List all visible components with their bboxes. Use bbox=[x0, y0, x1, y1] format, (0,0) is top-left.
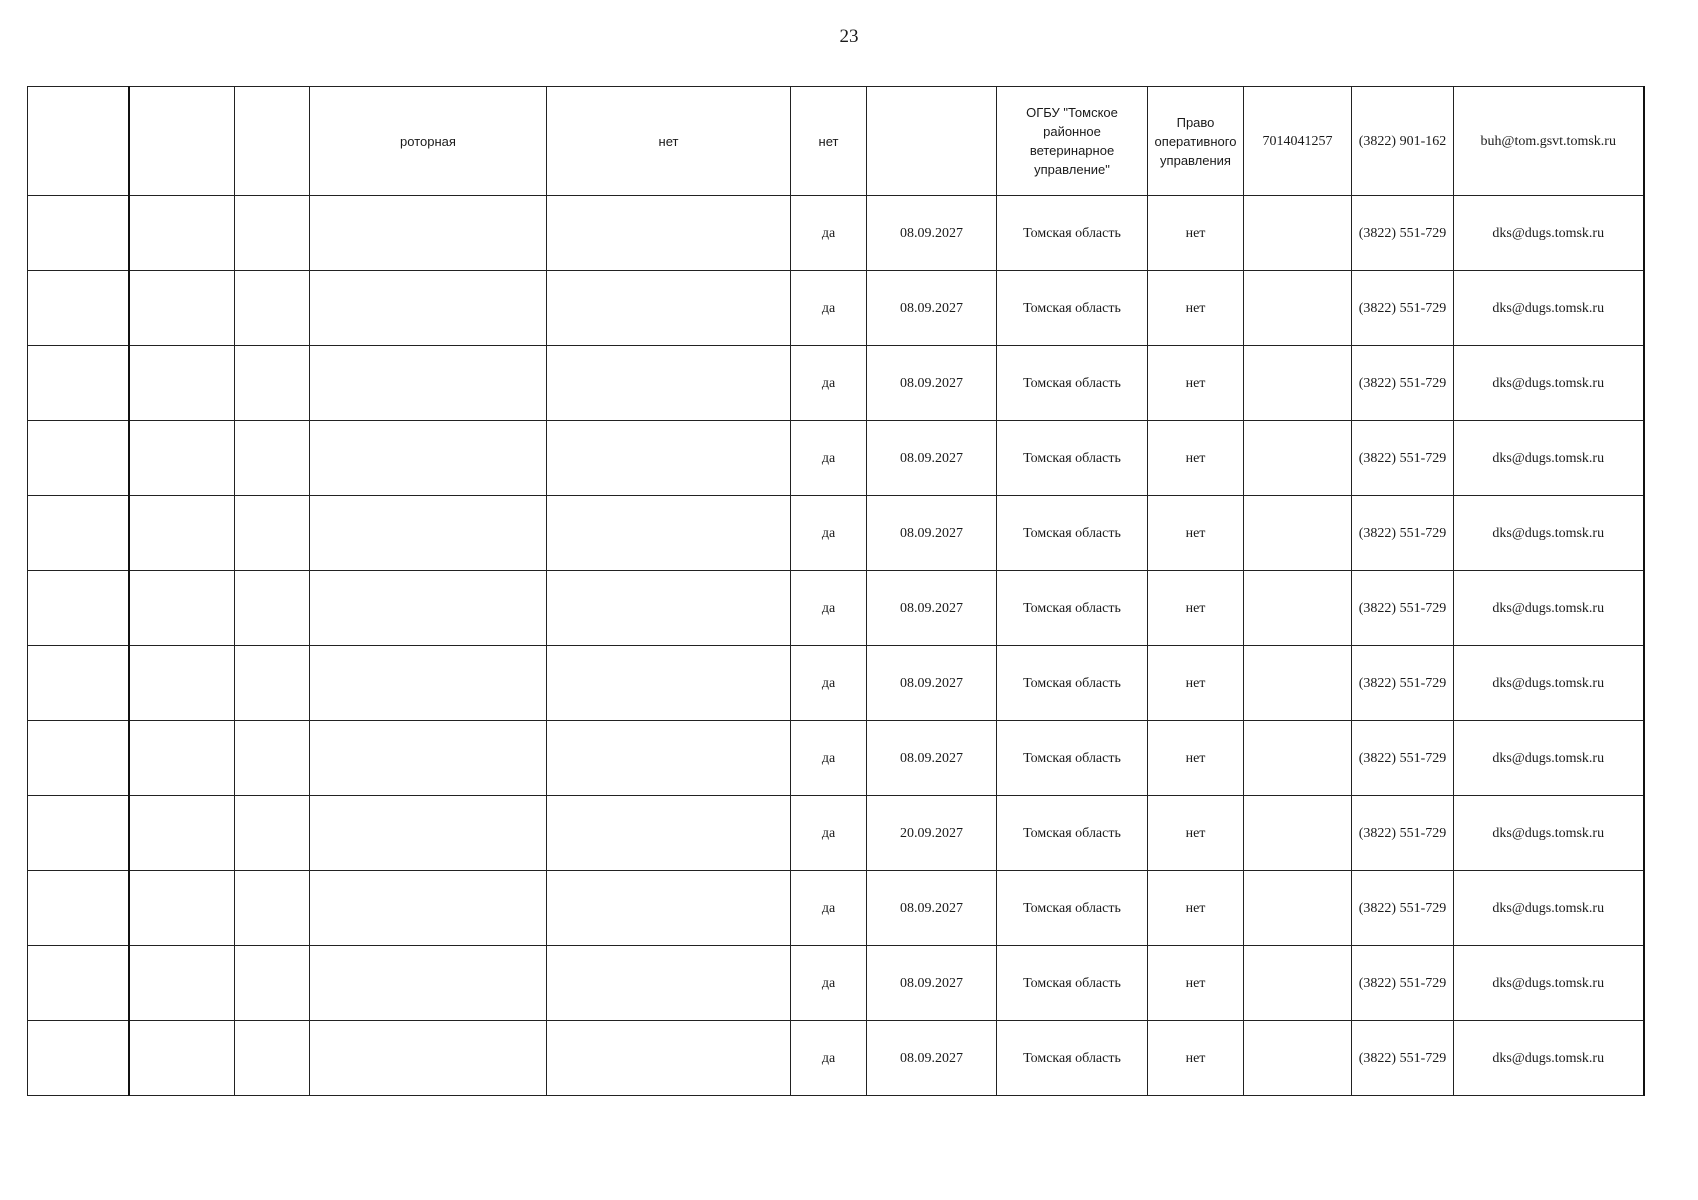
table-cell: Томская область bbox=[997, 946, 1148, 1021]
table-cell: 08.09.2027 bbox=[867, 1021, 997, 1096]
table-row bbox=[28, 721, 1644, 796]
table-cell: 08.09.2027 bbox=[867, 421, 997, 496]
table-cell: Томская область bbox=[997, 571, 1148, 646]
table-cell bbox=[547, 571, 791, 646]
table-cell: dks@dugs.tomsk.ru bbox=[1454, 196, 1644, 271]
table-cell bbox=[28, 871, 129, 946]
table-cell bbox=[547, 496, 791, 571]
table-cell: Томская область bbox=[997, 196, 1148, 271]
table-cell: 08.09.2027 bbox=[867, 496, 997, 571]
table-cell bbox=[310, 946, 547, 1021]
table-cell: (3822) 551-729 bbox=[1352, 946, 1454, 1021]
table-cell bbox=[1244, 496, 1352, 571]
table-cell: да bbox=[791, 796, 867, 871]
table-cell bbox=[310, 421, 547, 496]
table-cell: (3822) 551-729 bbox=[1352, 346, 1454, 421]
table-cell: 08.09.2027 bbox=[867, 196, 997, 271]
table-row bbox=[28, 571, 1644, 646]
table-cell: dks@dugs.tomsk.ru bbox=[1454, 271, 1644, 346]
table-cell bbox=[129, 946, 235, 1021]
table-cell: Томская область bbox=[997, 496, 1148, 571]
table-cell bbox=[129, 421, 235, 496]
table-cell bbox=[867, 87, 997, 196]
table-cell bbox=[129, 796, 235, 871]
table-row bbox=[28, 946, 1644, 1021]
table-cell: (3822) 551-729 bbox=[1352, 796, 1454, 871]
page-number: 23 bbox=[839, 26, 859, 47]
table-cell: 08.09.2027 bbox=[867, 346, 997, 421]
table-cell bbox=[1244, 871, 1352, 946]
table-cell: нет bbox=[791, 87, 867, 196]
table-row bbox=[28, 1021, 1644, 1096]
table-cell bbox=[1244, 796, 1352, 871]
table-cell bbox=[1244, 421, 1352, 496]
table-cell bbox=[310, 646, 547, 721]
table-cell bbox=[129, 196, 235, 271]
table-cell: нет bbox=[1148, 571, 1244, 646]
table-cell bbox=[1244, 646, 1352, 721]
table-cell: нет bbox=[1148, 721, 1244, 796]
table-cell bbox=[235, 871, 310, 946]
table-cell bbox=[547, 946, 791, 1021]
table-cell bbox=[235, 946, 310, 1021]
table-cell: нет bbox=[1148, 946, 1244, 1021]
table-cell: нет bbox=[1148, 271, 1244, 346]
table-cell: dks@dugs.tomsk.ru bbox=[1454, 796, 1644, 871]
table-cell: (3822) 551-729 bbox=[1352, 571, 1454, 646]
table-cell bbox=[235, 1021, 310, 1096]
table-cell: да bbox=[791, 946, 867, 1021]
table-cell: (3822) 551-729 bbox=[1352, 871, 1454, 946]
table-cell bbox=[1244, 571, 1352, 646]
table-cell bbox=[129, 346, 235, 421]
table-cell bbox=[28, 646, 129, 721]
table-cell bbox=[129, 1021, 235, 1096]
table-row bbox=[28, 271, 1644, 346]
table-cell bbox=[129, 571, 235, 646]
table-cell: buh@tom.gsvt.tomsk.ru bbox=[1454, 87, 1644, 196]
table-cell: Томская область bbox=[997, 646, 1148, 721]
table-cell: 08.09.2027 bbox=[867, 871, 997, 946]
table-cell: да bbox=[791, 721, 867, 796]
table-cell bbox=[28, 571, 129, 646]
table-cell: dks@dugs.tomsk.ru bbox=[1454, 871, 1644, 946]
table-cell: dks@dugs.tomsk.ru bbox=[1454, 721, 1644, 796]
table-cell: да bbox=[791, 1021, 867, 1096]
table-cell: dks@dugs.tomsk.ru bbox=[1454, 346, 1644, 421]
table-cell bbox=[28, 946, 129, 1021]
table-cell bbox=[28, 721, 129, 796]
table-cell bbox=[1244, 271, 1352, 346]
table-cell bbox=[28, 87, 129, 196]
table-cell: 7014041257 bbox=[1244, 87, 1352, 196]
table-cell: Томская область bbox=[997, 271, 1148, 346]
table-cell bbox=[310, 871, 547, 946]
table-cell bbox=[129, 271, 235, 346]
table-cell bbox=[28, 196, 129, 271]
table-cell: dks@dugs.tomsk.ru bbox=[1454, 646, 1644, 721]
table-cell bbox=[310, 1021, 547, 1096]
table-cell bbox=[310, 271, 547, 346]
table-row bbox=[28, 796, 1644, 871]
table-cell: да bbox=[791, 871, 867, 946]
table-cell: да bbox=[791, 271, 867, 346]
table-cell: да bbox=[791, 346, 867, 421]
table-cell: (3822) 551-729 bbox=[1352, 646, 1454, 721]
table-row bbox=[28, 496, 1644, 571]
table-cell bbox=[1244, 196, 1352, 271]
table-cell bbox=[310, 796, 547, 871]
table-cell bbox=[310, 571, 547, 646]
table-cell bbox=[235, 87, 310, 196]
table-cell: ОГБУ "Томское районное ветеринарное управление" bbox=[997, 87, 1148, 196]
table-cell bbox=[235, 421, 310, 496]
table-cell bbox=[547, 796, 791, 871]
table-row bbox=[28, 871, 1644, 946]
table-cell: да bbox=[791, 571, 867, 646]
table-cell: (3822) 551-729 bbox=[1352, 271, 1454, 346]
table-row bbox=[28, 196, 1644, 271]
table-cell bbox=[235, 346, 310, 421]
table-cell: да bbox=[791, 421, 867, 496]
table-cell bbox=[28, 796, 129, 871]
registry-table bbox=[27, 86, 1645, 1096]
table-cell: нет bbox=[1148, 196, 1244, 271]
table-cell bbox=[28, 271, 129, 346]
table-cell: (3822) 901-162 bbox=[1352, 87, 1454, 196]
table-cell: Томская область bbox=[997, 1021, 1148, 1096]
table-cell bbox=[28, 1021, 129, 1096]
table-cell: да bbox=[791, 196, 867, 271]
table-cell: Томская область bbox=[997, 721, 1148, 796]
table-cell bbox=[129, 496, 235, 571]
table-cell bbox=[129, 871, 235, 946]
table-cell: 08.09.2027 bbox=[867, 271, 997, 346]
table-cell: нет bbox=[1148, 646, 1244, 721]
table-cell bbox=[28, 496, 129, 571]
table-cell: (3822) 551-729 bbox=[1352, 421, 1454, 496]
table-cell: dks@dugs.tomsk.ru bbox=[1454, 571, 1644, 646]
table-cell bbox=[28, 346, 129, 421]
table-cell bbox=[235, 796, 310, 871]
table-cell bbox=[1244, 721, 1352, 796]
table-cell: нет bbox=[1148, 1021, 1244, 1096]
table-cell bbox=[235, 571, 310, 646]
table-cell: нет bbox=[1148, 871, 1244, 946]
table-cell bbox=[547, 196, 791, 271]
table-cell bbox=[129, 87, 235, 196]
table-cell bbox=[235, 721, 310, 796]
table-cell: Томская область bbox=[997, 871, 1148, 946]
table-cell bbox=[310, 496, 547, 571]
table-cell: (3822) 551-729 bbox=[1352, 721, 1454, 796]
table-cell: dks@dugs.tomsk.ru bbox=[1454, 1021, 1644, 1096]
table-cell bbox=[129, 721, 235, 796]
table-cell bbox=[547, 346, 791, 421]
table-cell: Томская область bbox=[997, 346, 1148, 421]
table-cell: Томская область bbox=[997, 421, 1148, 496]
table-cell bbox=[547, 1021, 791, 1096]
table-cell: Томская область bbox=[997, 796, 1148, 871]
table-cell: 08.09.2027 bbox=[867, 571, 997, 646]
table-cell bbox=[547, 421, 791, 496]
table-cell bbox=[1244, 346, 1352, 421]
table-cell: (3822) 551-729 bbox=[1352, 196, 1454, 271]
table-cell: да bbox=[791, 496, 867, 571]
table-cell: 08.09.2027 bbox=[867, 721, 997, 796]
table-cell bbox=[310, 346, 547, 421]
table-row bbox=[28, 421, 1644, 496]
table-cell: да bbox=[791, 646, 867, 721]
table-cell bbox=[28, 421, 129, 496]
table-row bbox=[28, 87, 1644, 196]
table-cell bbox=[235, 646, 310, 721]
table-cell: нет bbox=[1148, 421, 1244, 496]
table-cell bbox=[235, 196, 310, 271]
table-cell bbox=[310, 721, 547, 796]
table-cell: (3822) 551-729 bbox=[1352, 1021, 1454, 1096]
table-cell bbox=[129, 646, 235, 721]
table-cell bbox=[1244, 1021, 1352, 1096]
table-row bbox=[28, 346, 1644, 421]
table-cell: 20.09.2027 bbox=[867, 796, 997, 871]
table-cell bbox=[310, 196, 547, 271]
table-cell: роторная bbox=[310, 87, 547, 196]
table-cell: нет bbox=[1148, 496, 1244, 571]
table-cell bbox=[547, 646, 791, 721]
table-cell bbox=[1244, 946, 1352, 1021]
table-cell bbox=[235, 496, 310, 571]
table-cell: dks@dugs.tomsk.ru bbox=[1454, 421, 1644, 496]
table-cell: нет bbox=[1148, 796, 1244, 871]
table-cell: 08.09.2027 bbox=[867, 646, 997, 721]
table-cell: dks@dugs.tomsk.ru bbox=[1454, 496, 1644, 571]
table-cell bbox=[547, 271, 791, 346]
table-cell: нет bbox=[1148, 346, 1244, 421]
table-cell: 08.09.2027 bbox=[867, 946, 997, 1021]
table-cell: нет bbox=[547, 87, 791, 196]
table-cell: (3822) 551-729 bbox=[1352, 496, 1454, 571]
table-cell bbox=[547, 721, 791, 796]
table-cell bbox=[235, 271, 310, 346]
table-cell: dks@dugs.tomsk.ru bbox=[1454, 946, 1644, 1021]
table-cell: Право оперативного управления bbox=[1148, 87, 1244, 196]
table-cell bbox=[547, 871, 791, 946]
table-row bbox=[28, 646, 1644, 721]
